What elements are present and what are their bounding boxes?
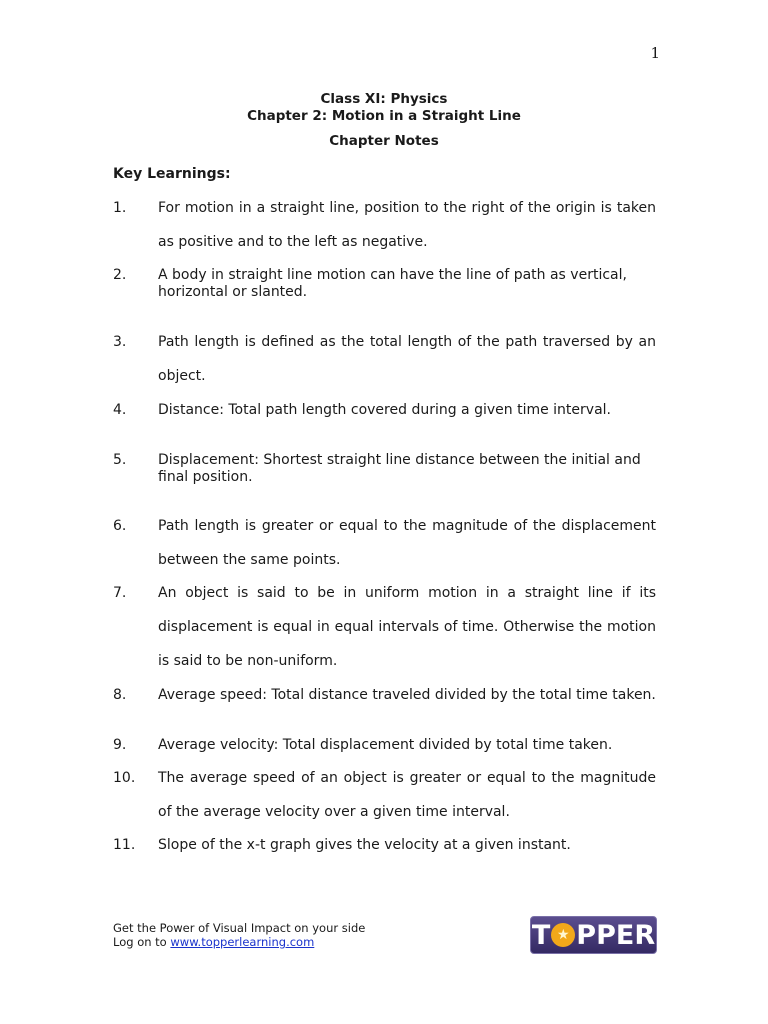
item-number: 1. <box>113 200 127 216</box>
topper-logo[interactable] <box>530 916 657 954</box>
item-text: Average speed: Total distance traveled divided by the total time taken. <box>158 687 656 703</box>
item-number: 5. <box>113 452 127 468</box>
item-text: The average speed of an object is greater or equal to the magnitude of the average velocity over a given time interval. <box>158 770 656 820</box>
item-text: An object is said to be in uniform motion in a straight line if its displacement is equal in equal intervals of time. Otherwise the motion is said to be non-uniform. <box>158 585 656 669</box>
notes-heading: Chapter Notes <box>329 133 439 149</box>
item-number: 10. <box>113 770 136 786</box>
item-text: A body in straight line motion can have the line of path as vertical, horizontal or slanted. <box>158 267 627 300</box>
footer-logon <box>113 935 365 949</box>
item-text: Displacement: Shortest straight line distance between the initial and final position. <box>158 452 641 485</box>
item-number: 4. <box>113 402 127 418</box>
item-text: For motion in a straight line, position to the right of the origin is taken as positive and to the left as negative. <box>158 200 656 250</box>
footer-logon-prefix: Log on to <box>113 935 171 949</box>
item-number: 3. <box>113 334 127 350</box>
item-text: Path length is defined as the total length of the path traversed by an object. <box>158 334 656 384</box>
item-number: 11. <box>113 837 136 853</box>
item-number: 2. <box>113 267 127 283</box>
item-text: Average velocity: Total displacement divided by total time taken. <box>158 737 613 753</box>
website-link[interactable]: www.topperlearning.com <box>170 935 315 949</box>
item-text: Path length is greater or equal to the magnitude of the displacement between the same points. <box>158 518 656 568</box>
page-number: 1 <box>650 44 660 62</box>
item-number: 9. <box>113 737 127 753</box>
footer <box>113 921 365 949</box>
section-title: Key Learnings: <box>113 166 231 182</box>
item-number: 6. <box>113 518 127 534</box>
logo-text-right: PPER <box>576 919 656 951</box>
chapter-heading: Chapter 2: Motion in a Straight Line <box>247 108 521 124</box>
class-heading: Class XI: Physics <box>320 91 448 107</box>
item-text: Slope of the x-t graph gives the velocity at a given instant. <box>158 837 571 853</box>
logo-text-left: T <box>531 919 551 951</box>
item-number: 8. <box>113 687 127 703</box>
star-icon: ★ <box>551 923 575 947</box>
footer-tagline: Get the Power of Visual Impact on your side <box>113 921 366 935</box>
item-number: 7. <box>113 585 127 601</box>
item-text: Distance: Total path length covered during a given time interval. <box>158 402 611 418</box>
